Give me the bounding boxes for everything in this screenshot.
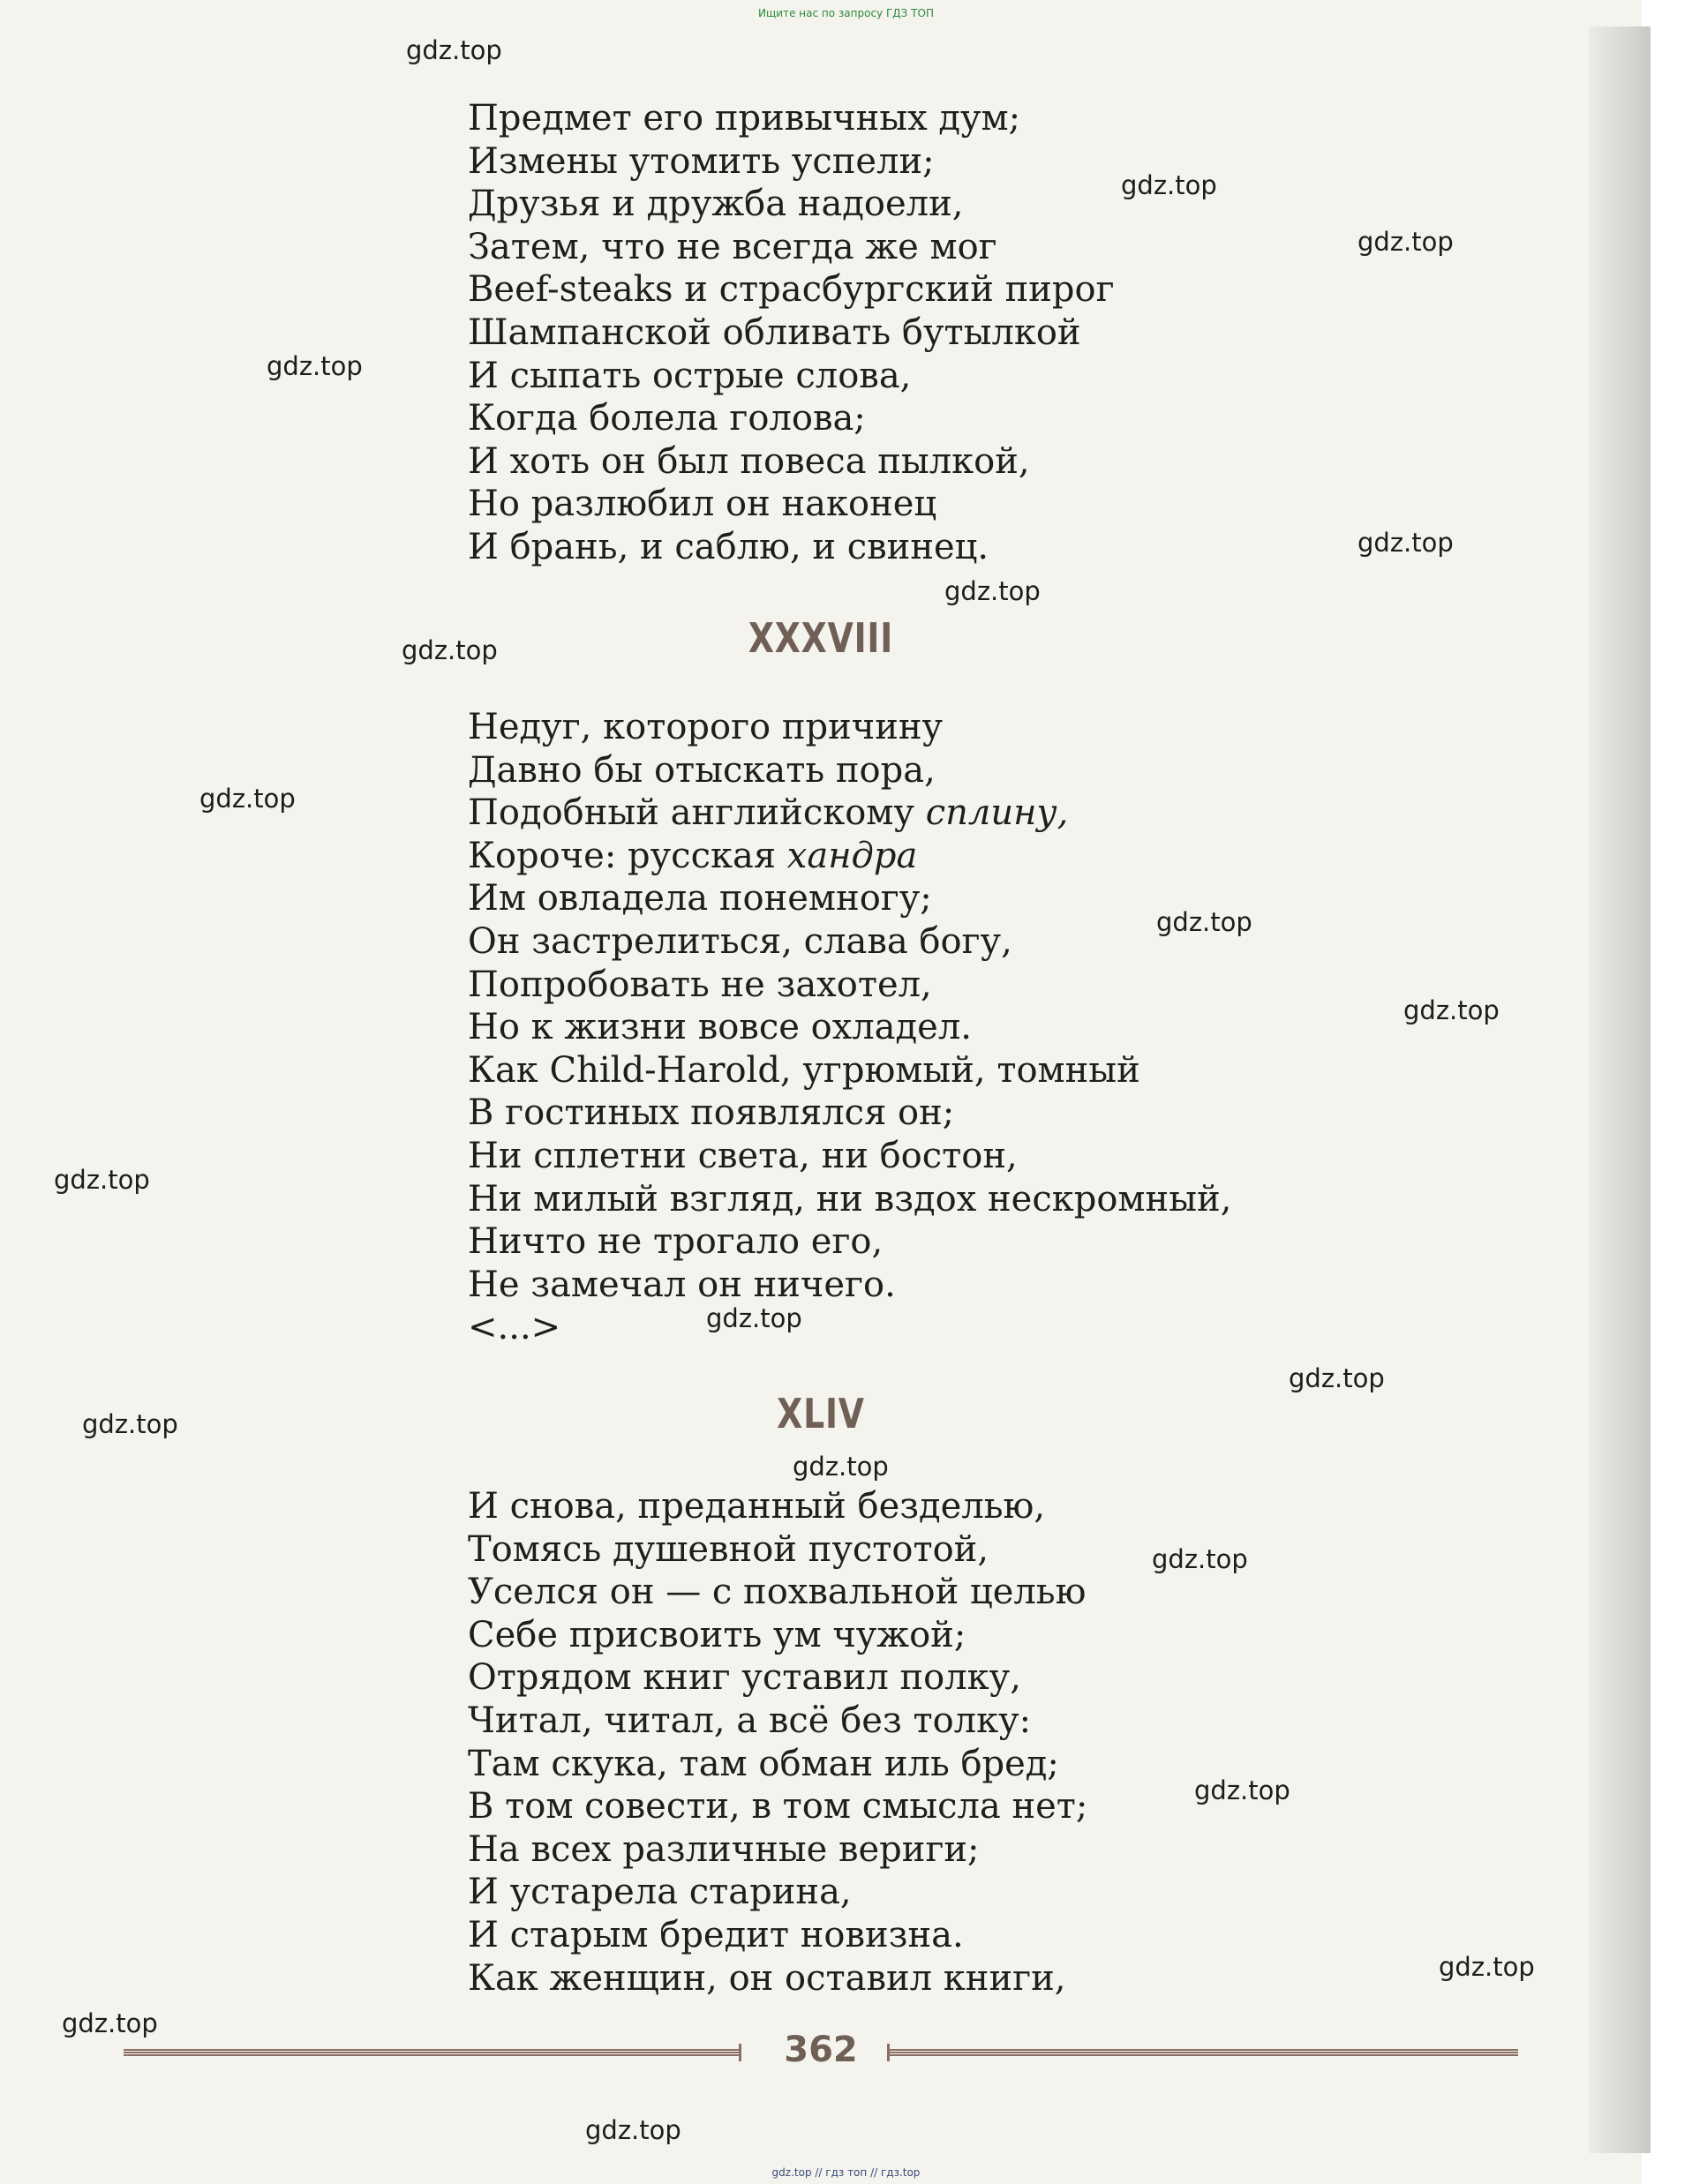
stanza-continuation xyxy=(468,97,1115,569)
verse-line: Читал, читал, а всё без толку: xyxy=(468,1700,1032,1741)
watermark: gdz.top xyxy=(406,35,502,65)
watermark: gdz.top xyxy=(1357,528,1454,558)
verse-line: Beef-steaks и страсбургский пирог xyxy=(468,269,1115,311)
verse-line: Как Child-Harold, угрюмый, томный xyxy=(468,1049,1140,1091)
verse-line: Там скука, там обман иль бред; xyxy=(468,1743,1059,1784)
verse-line xyxy=(468,792,1231,835)
footer-site-note: gdz.top // гдз топ // гдз.top xyxy=(771,2166,921,2179)
verse-line: Шампанской обливать бутылкой xyxy=(468,311,1081,353)
verse-line: Томясь душевной пустотой, xyxy=(468,1528,989,1570)
watermark: gdz.top xyxy=(1194,1775,1290,1805)
watermark: gdz.top xyxy=(82,1409,178,1439)
verse-line: На всех различные вериги; xyxy=(468,1828,980,1870)
watermark: gdz.top xyxy=(62,2008,158,2038)
verse-text: Короче: русская xyxy=(468,835,777,876)
watermark: gdz.top xyxy=(1357,227,1454,257)
header-search-note: Ищите нас по запросу ГДЗ ТОП xyxy=(758,7,934,19)
footer-rule-cap xyxy=(739,2044,741,2061)
verse-text: Подобный английскому xyxy=(468,792,914,834)
verse-line: Друзья и дружба надоели, xyxy=(468,184,964,225)
verse-line: Не замечал он ничего. xyxy=(468,1264,896,1305)
verse-line: Ничто не трогало его, xyxy=(468,1221,884,1263)
verse-line: Отрядом книг уставил полку, xyxy=(468,1657,1021,1699)
stanza-xxxviii xyxy=(468,706,1231,1349)
verse-line: И сыпать острые слова, xyxy=(468,355,912,396)
watermark: gdz.top xyxy=(793,1452,889,1482)
verse-line: Уселся он — с похвальной целью xyxy=(468,1572,1087,1613)
verse-line: Измены утомить успели; xyxy=(468,140,935,182)
book-spine-shadow xyxy=(1589,26,1651,2153)
watermark: gdz.top xyxy=(267,351,363,381)
verse-line: И брань, и саблю, и свинец. xyxy=(468,526,989,567)
verse-line: Но к жизни вовсе охладел. xyxy=(468,1007,972,1048)
verse-line: Когда болела голова; xyxy=(468,398,866,439)
verse-line: И старым бредит новизна. xyxy=(468,1914,964,1955)
stanza-number-xxxviii: XXXVIII xyxy=(748,614,894,662)
verse-line xyxy=(468,835,1231,878)
italic-word-splin: сплину, xyxy=(925,792,1069,834)
italic-word-khandra: хандра xyxy=(786,835,918,876)
watermark: gdz.top xyxy=(1403,995,1500,1025)
verse-line: И устарела старина, xyxy=(468,1872,852,1913)
verse-line: И снова, преданный безделью, xyxy=(468,1486,1046,1527)
watermark: gdz.top xyxy=(1439,1952,1535,1982)
verse-line: Ни милый взгляд, ни вздох нескромный, xyxy=(468,1178,1232,1220)
page-number: 362 xyxy=(784,2030,858,2070)
footer-rule-left xyxy=(124,2049,741,2056)
stanza-number-xliv: XLIV xyxy=(777,1390,865,1437)
verse-line: В том совести, в том смысла нет; xyxy=(468,1786,1088,1828)
verse-line: В гостиных появлялся он; xyxy=(468,1092,955,1134)
watermark: gdz.top xyxy=(1156,907,1252,937)
ellipsis-omission: <...> xyxy=(468,1307,561,1348)
footer-rule-right xyxy=(887,2049,1518,2056)
verse-line: Но разлюбил он наконец xyxy=(468,484,937,525)
stanza-xliv xyxy=(468,1485,1087,2000)
verse-line: Попробовать не захотел, xyxy=(468,964,932,1005)
watermark: gdz.top xyxy=(402,635,498,665)
verse-line: И хоть он был повеса пылкой, xyxy=(468,440,1030,482)
watermark: gdz.top xyxy=(706,1303,802,1333)
verse-line: Ни сплетни света, ни бостон, xyxy=(468,1135,1018,1176)
verse-line: Он застрелиться, слава богу, xyxy=(468,920,1012,962)
footer-rule-cap xyxy=(887,2044,890,2061)
verse-line: Себе присвоить ум чужой; xyxy=(468,1614,966,1655)
verse-line: Предмет его привычных дум; xyxy=(468,98,1021,139)
verse-line: Затем, что не всегда же мог xyxy=(468,226,997,267)
watermark: gdz.top xyxy=(1289,1363,1385,1393)
watermark: gdz.top xyxy=(1152,1544,1248,1574)
verse-line: Давно бы отыскать пора, xyxy=(468,749,936,791)
watermark: gdz.top xyxy=(585,2115,681,2145)
watermark: gdz.top xyxy=(54,1165,150,1195)
verse-line: Им овладела понемногу; xyxy=(468,878,932,919)
verse-line: Недуг, которого причину xyxy=(468,707,944,747)
watermark: gdz.top xyxy=(199,784,296,814)
watermark: gdz.top xyxy=(1121,170,1217,200)
watermark: gdz.top xyxy=(944,576,1041,606)
verse-line: Как женщин, он оставил книги, xyxy=(468,1957,1066,1999)
